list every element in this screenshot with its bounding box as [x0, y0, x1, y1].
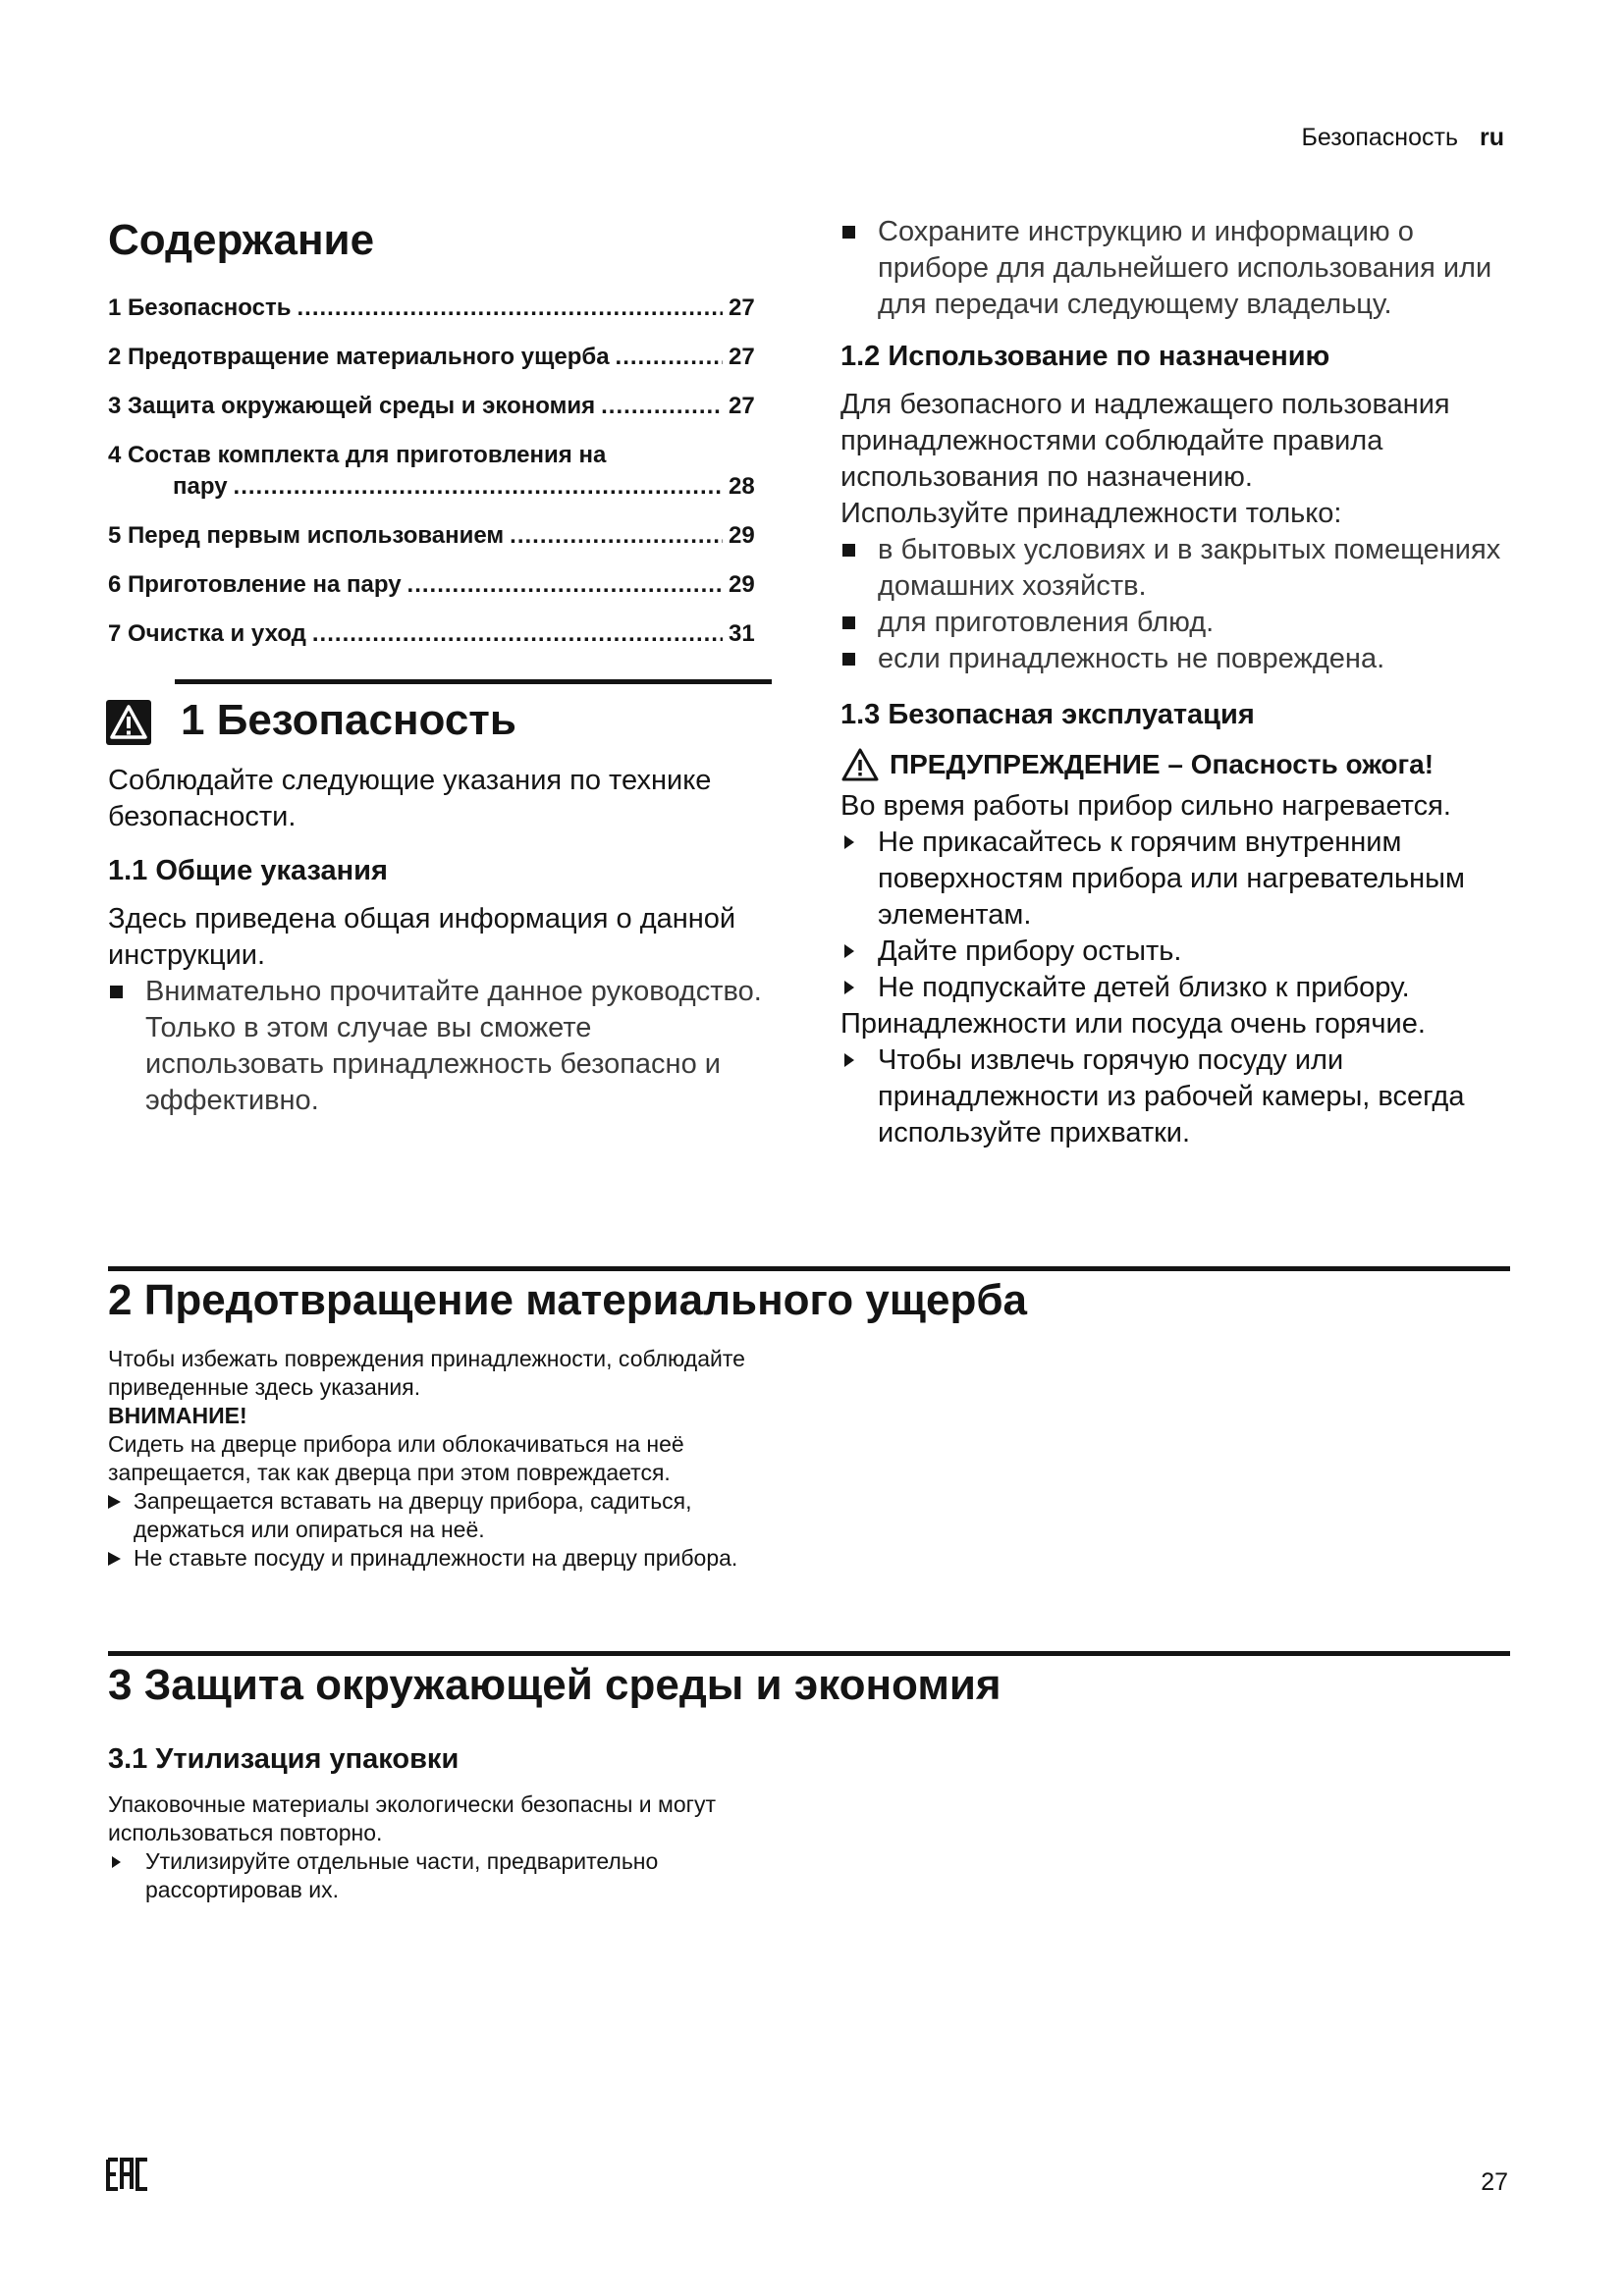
section2-rule — [108, 1266, 1510, 1271]
section1-2-title: 1.2 Использование по назначению — [840, 341, 1330, 372]
header-section: Безопасность — [1301, 124, 1458, 151]
section1-2-lead: Используйте принадлежности только: — [840, 498, 1342, 529]
running-header — [1302, 124, 1504, 152]
warning-triangle-icon — [840, 747, 880, 782]
step-item: Чтобы извлечь горячую посуду или принадлежности из рабочей камеры, всегда используйте прихватки. — [840, 1042, 1506, 1151]
warning-line — [840, 747, 1506, 782]
section2-title: 2 Предотвращение материального ущерба — [108, 1276, 1027, 1324]
section1-3-text1: Во время работы прибор сильно нагревается. — [840, 790, 1451, 822]
list-item: Внимательно прочитайте данное руководство. Только в этом случае вы сможете использовать принадлежность безопасно и эффективно. — [108, 974, 772, 1119]
left-column — [108, 214, 772, 1119]
eac-mark-icon — [106, 2158, 149, 2191]
list-item: для приготовления блюд. — [840, 605, 1506, 641]
warning-box-icon — [106, 700, 151, 745]
toc-item[interactable]: 1 Безопасность ..... 27 — [108, 293, 772, 324]
section3-1-title: 3.1 Утилизация упаковки — [108, 1743, 460, 1775]
section1-3-title: 1.3 Безопасная эксплуатация — [840, 699, 1255, 730]
section2-warning-text: Сидеть на дверце прибора или облокачиваться на неё запрещается, так как дверца при этом повреждается. — [108, 1431, 684, 1485]
section1-1-title: 1.1 Общие указания — [108, 855, 388, 886]
toc-item[interactable]: 2 Предотвращение материального ущерба ..... 27 — [108, 342, 772, 373]
section3-title: 3 Защита окружающей среды и экономия — [108, 1661, 1001, 1709]
toc-item[interactable]: 7 Очистка и уход ..... 31 — [108, 618, 772, 650]
step-item: Утилизируйте отдельные части, предварительно рассортировав их. — [108, 1847, 756, 1904]
step-item: Не подпускайте детей близко к прибору. — [840, 970, 1506, 1006]
toc-title: Содержание — [108, 216, 375, 264]
toc-item[interactable]: 5 Перед первым использованием ..... 29 — [108, 520, 772, 552]
right-column — [840, 214, 1506, 1151]
attention-label: ВНИМАНИЕ! — [108, 1403, 247, 1428]
step-item: Дайте прибору остыть. — [840, 934, 1506, 970]
step-item: Не ставьте посуду и принадлежности на дверцу прибора. — [108, 1544, 785, 1573]
step-item: Не прикасайтесь к горячим внутренним поверхностям прибора или нагревательным элементам. — [840, 825, 1506, 934]
section1-heading — [175, 679, 772, 763]
toc-item[interactable]: 3 Защита окружающей среды и экономия ..... 27 — [108, 391, 772, 422]
section2-intro: Чтобы избежать повреждения принадлежности, соблюдайте приведенные здесь указания. — [108, 1346, 745, 1400]
section1-title: 1 Безопасность — [181, 696, 516, 744]
section1-2-text: Для безопасного и надлежащего пользования принадлежностями соблюдайте правила использования по назначению. — [840, 389, 1450, 493]
section3-rule — [108, 1651, 1510, 1656]
section1-1-text: Здесь приведена общая информация о данной инструкции. — [108, 903, 736, 971]
step-item: Запрещается вставать на дверцу прибора, садиться, держаться или опираться на неё. — [108, 1487, 785, 1544]
page-number: 27 — [1481, 2168, 1508, 2196]
list-item: в бытовых условиях и в закрытых помещениях домашних хозяйств. — [840, 532, 1506, 605]
list-item: Сохраните инструкцию и информацию о приборе для дальнейшего использования или для передачи следующему владельцу. — [840, 214, 1506, 323]
warning-text: ПРЕДУПРЕЖДЕНИЕ – Опасность ожога! — [890, 749, 1435, 779]
eac-logo — [106, 2158, 149, 2196]
list-item: если принадлежность не повреждена. — [840, 641, 1506, 677]
header-language: ru — [1480, 124, 1504, 151]
toc-item[interactable]: 6 Приготовление на пару ..... 29 — [108, 569, 772, 601]
section2-body — [108, 1345, 785, 1573]
toc-item[interactable]: 4 Состав комплекта для приготовления на пару ..... 28 — [108, 440, 772, 503]
section1-3-text2: Принадлежности или посуда очень горячие. — [840, 1008, 1426, 1040]
section1-intro: Соблюдайте следующие указания по технике безопасности. — [108, 765, 712, 832]
section3-1-text: Упаковочные материалы экологически безопасны и могут использоваться повторно. — [108, 1791, 717, 1845]
section3-1-body — [108, 1790, 756, 1904]
